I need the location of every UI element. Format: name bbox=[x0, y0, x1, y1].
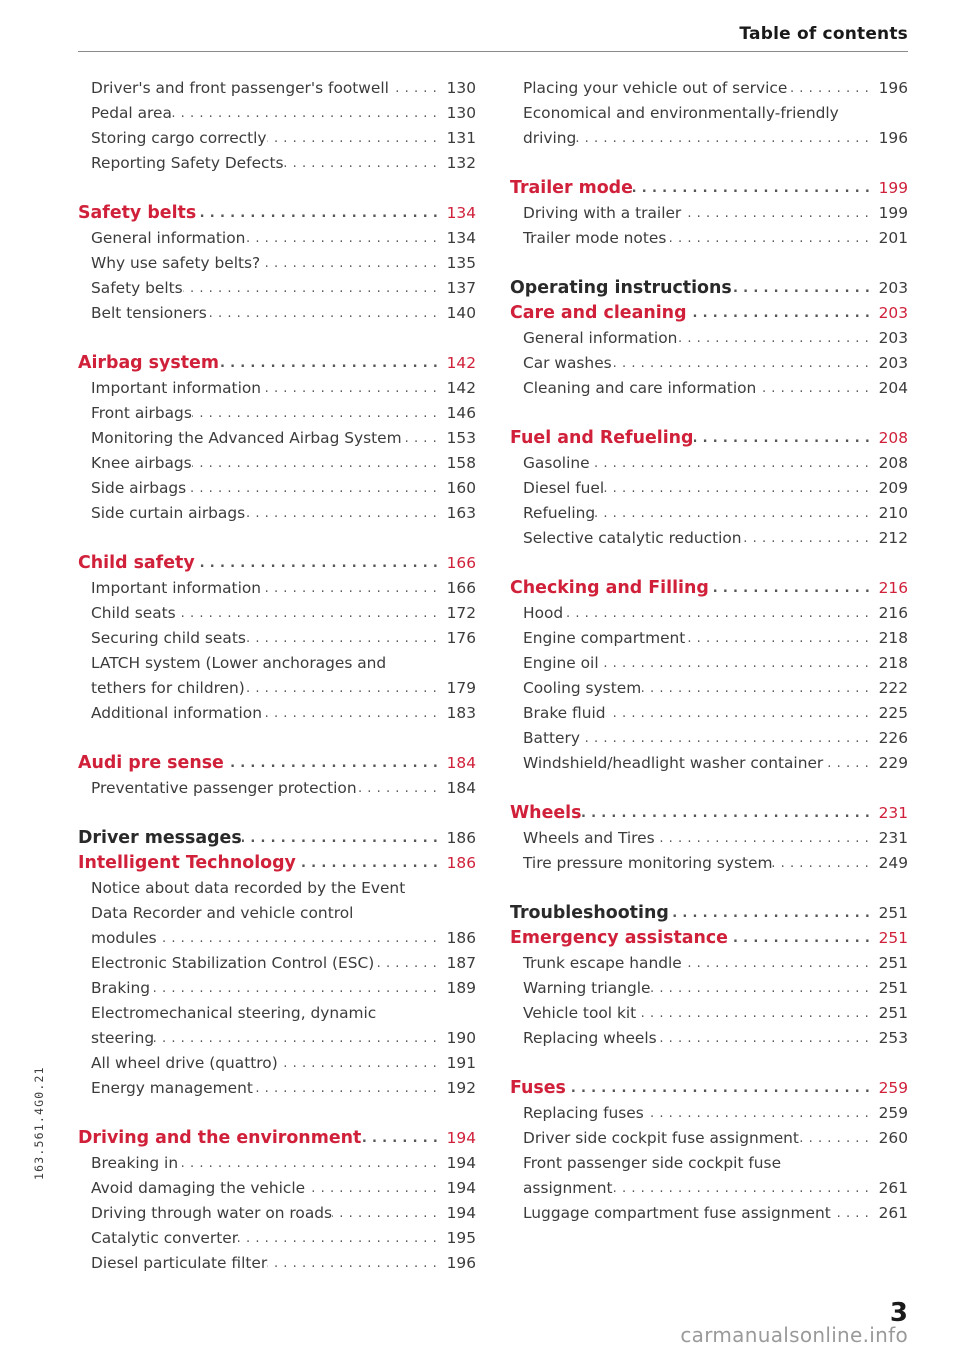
toc-entry[interactable] bbox=[510, 1026, 908, 1051]
toc-section-entry[interactable] bbox=[78, 826, 476, 851]
toc-page-number: 251 bbox=[870, 1001, 908, 1026]
toc-page-number: 195 bbox=[438, 1226, 476, 1251]
toc-entry-label: Tire pressure monitoring system bbox=[510, 851, 772, 876]
toc-page-number: 132 bbox=[438, 151, 476, 176]
header-divider bbox=[78, 51, 908, 52]
toc-section-entry[interactable] bbox=[510, 301, 908, 326]
toc-entry-label: Driver's and front passenger's footwell bbox=[78, 76, 389, 101]
toc-entry[interactable] bbox=[78, 576, 476, 601]
toc-entry-label: Hood bbox=[510, 601, 563, 626]
toc-entry[interactable] bbox=[78, 501, 476, 526]
toc-entry[interactable] bbox=[510, 826, 908, 851]
section-spacer bbox=[78, 326, 476, 351]
section-spacer bbox=[510, 401, 908, 426]
toc-entry[interactable] bbox=[78, 151, 476, 176]
toc-entry-label: Cooling system bbox=[510, 676, 641, 701]
toc-entry-label: Placing your vehicle out of service bbox=[510, 76, 787, 101]
toc-page-number: 199 bbox=[870, 201, 908, 226]
toc-section-entry[interactable] bbox=[510, 426, 908, 451]
toc-page-number: 222 bbox=[870, 676, 908, 701]
toc-page-number: 158 bbox=[438, 451, 476, 476]
toc-entry-label: Safety belts bbox=[78, 201, 196, 226]
toc-entry[interactable] bbox=[78, 126, 476, 151]
toc-page-number: 226 bbox=[870, 726, 908, 751]
toc-page-number: 166 bbox=[438, 551, 476, 576]
toc-entry-label: steering bbox=[78, 1026, 154, 1051]
toc-page-number: 153 bbox=[438, 426, 476, 451]
toc-page-number: 135 bbox=[438, 251, 476, 276]
toc-entry-label: General information bbox=[78, 226, 245, 251]
toc-entry-label: Side airbags bbox=[78, 476, 186, 501]
toc-entry[interactable] bbox=[510, 651, 908, 676]
toc-entry[interactable] bbox=[78, 1151, 476, 1176]
toc-entry[interactable] bbox=[78, 251, 476, 276]
toc-entry[interactable] bbox=[78, 601, 476, 626]
toc-page-number: 203 bbox=[870, 301, 908, 326]
toc-section-entry[interactable] bbox=[510, 276, 908, 301]
toc-left-column bbox=[78, 76, 476, 1276]
toc-entry[interactable] bbox=[510, 1101, 908, 1126]
toc-entry-label: Electromechanical steering, dynamic bbox=[78, 1001, 376, 1026]
toc-right-column bbox=[510, 76, 908, 1226]
toc-section-entry[interactable] bbox=[510, 801, 908, 826]
toc-entry[interactable] bbox=[510, 1126, 908, 1151]
toc-entry-label: Pedal area bbox=[78, 101, 172, 126]
toc-entry[interactable] bbox=[510, 126, 908, 151]
toc-entry-label: Windshield/headlight washer container bbox=[510, 751, 823, 776]
toc-entry-label: Data Recorder and vehicle control bbox=[78, 901, 353, 926]
toc-page-number: 251 bbox=[870, 976, 908, 1001]
toc-page-number: 190 bbox=[438, 1026, 476, 1051]
toc-page-number: 260 bbox=[870, 1126, 908, 1151]
toc-page-number: 194 bbox=[438, 1176, 476, 1201]
toc-entry[interactable] bbox=[78, 451, 476, 476]
toc-entry-label: Front airbags bbox=[78, 401, 192, 426]
toc-entry-text-line bbox=[510, 101, 908, 126]
toc-entry[interactable] bbox=[510, 226, 908, 251]
toc-entry-label: Breaking in bbox=[78, 1151, 178, 1176]
section-spacer bbox=[78, 1101, 476, 1126]
toc-page-number: 203 bbox=[870, 351, 908, 376]
toc-entry-label: Vehicle tool kit bbox=[510, 1001, 636, 1026]
toc-entry-label: Cleaning and care information bbox=[510, 376, 756, 401]
toc-entry-label: Catalytic converter bbox=[78, 1226, 238, 1251]
toc-page-number: 187 bbox=[438, 951, 476, 976]
toc-entry[interactable] bbox=[510, 451, 908, 476]
toc-entry-label: Emergency assistance bbox=[510, 926, 728, 951]
toc-entry[interactable] bbox=[510, 701, 908, 726]
toc-page-number: 212 bbox=[870, 526, 908, 551]
toc-entry-label: Preventative passenger protection bbox=[78, 776, 357, 801]
toc-entry-label: Energy management bbox=[78, 1076, 253, 1101]
toc-page-number: 196 bbox=[870, 76, 908, 101]
toc-page-number: 194 bbox=[438, 1126, 476, 1151]
toc-entry[interactable] bbox=[510, 76, 908, 101]
toc-page-number: 131 bbox=[438, 126, 476, 151]
toc-entry[interactable] bbox=[510, 751, 908, 776]
toc-entry[interactable] bbox=[78, 776, 476, 801]
toc-entry[interactable] bbox=[510, 676, 908, 701]
toc-section-entry[interactable] bbox=[78, 751, 476, 776]
toc-entry-label: Front passenger side cockpit fuse bbox=[510, 1151, 781, 1176]
toc-entry-label: Important information bbox=[78, 576, 261, 601]
toc-entry-label: Airbag system bbox=[78, 351, 219, 376]
toc-page-number: 216 bbox=[870, 601, 908, 626]
toc-entry-label: Electronic Stabilization Control (ESC) bbox=[78, 951, 374, 976]
toc-entry-label: Engine oil bbox=[510, 651, 599, 676]
toc-entry-label: Replacing wheels bbox=[510, 1026, 657, 1051]
toc-entry[interactable] bbox=[78, 676, 476, 701]
toc-page-number: 176 bbox=[438, 626, 476, 651]
toc-page-number: 251 bbox=[870, 926, 908, 951]
watermark: carmanualsonline.info bbox=[680, 1323, 908, 1347]
toc-entry-label: Engine compartment bbox=[510, 626, 685, 651]
toc-page-number: 163 bbox=[438, 501, 476, 526]
toc-page-number: 204 bbox=[870, 376, 908, 401]
toc-entry[interactable] bbox=[510, 726, 908, 751]
toc-entry[interactable] bbox=[78, 1076, 476, 1101]
toc-page-number: 134 bbox=[438, 201, 476, 226]
toc-page-number: 172 bbox=[438, 601, 476, 626]
toc-entry-label: Monitoring the Advanced Airbag System bbox=[78, 426, 402, 451]
toc-entry-text-line bbox=[78, 651, 476, 676]
toc-section-entry[interactable] bbox=[510, 176, 908, 201]
toc-entry[interactable] bbox=[510, 1201, 908, 1226]
toc-page-number: 186 bbox=[438, 826, 476, 851]
toc-entry[interactable] bbox=[78, 376, 476, 401]
toc-entry-text-line bbox=[510, 1151, 908, 1176]
dot-leader bbox=[510, 601, 870, 626]
toc-page-number: 137 bbox=[438, 276, 476, 301]
toc-page-number: 259 bbox=[870, 1076, 908, 1101]
toc-entry[interactable] bbox=[78, 301, 476, 326]
toc-entry-label: Economical and environmentally-friendly bbox=[510, 101, 839, 126]
toc-section-entry[interactable] bbox=[510, 1076, 908, 1101]
toc-entry-label: LATCH system (Lower anchorages and bbox=[78, 651, 386, 676]
toc-entry[interactable] bbox=[510, 201, 908, 226]
toc-page-number: 183 bbox=[438, 701, 476, 726]
toc-entry-label: Reporting Safety Defects bbox=[78, 151, 284, 176]
toc-page-number: 203 bbox=[870, 326, 908, 351]
toc-entry-label: Audi pre sense bbox=[78, 751, 224, 776]
toc-entry[interactable] bbox=[78, 101, 476, 126]
toc-entry[interactable] bbox=[78, 1201, 476, 1226]
toc-page-number: 231 bbox=[870, 801, 908, 826]
toc-page-number: 194 bbox=[438, 1201, 476, 1226]
toc-page-number: 189 bbox=[438, 976, 476, 1001]
toc-page-number: 134 bbox=[438, 226, 476, 251]
toc-page-number: 192 bbox=[438, 1076, 476, 1101]
toc-entry-label: modules bbox=[78, 926, 157, 951]
toc-entry-label: Luggage compartment fuse assignment bbox=[510, 1201, 831, 1226]
section-spacer bbox=[78, 801, 476, 826]
toc-page-number: 166 bbox=[438, 576, 476, 601]
toc-entry[interactable] bbox=[510, 326, 908, 351]
toc-entry-label: Warning triangle bbox=[510, 976, 651, 1001]
toc-page-number: 253 bbox=[870, 1026, 908, 1051]
toc-entry-label: Important information bbox=[78, 376, 261, 401]
toc-entry-label: Operating instructions bbox=[510, 276, 732, 301]
toc-section-entry[interactable] bbox=[510, 926, 908, 951]
toc-entry-label: Refueling bbox=[510, 501, 595, 526]
toc-page-number: 194 bbox=[438, 1151, 476, 1176]
toc-entry[interactable] bbox=[78, 951, 476, 976]
toc-entry-text-line bbox=[78, 876, 476, 901]
toc-entry-label: assignment bbox=[510, 1176, 613, 1201]
toc-entry[interactable] bbox=[510, 1001, 908, 1026]
toc-page-number: 209 bbox=[870, 476, 908, 501]
toc-section-entry[interactable] bbox=[510, 576, 908, 601]
toc-entry-label: General information bbox=[510, 326, 677, 351]
toc-entry[interactable] bbox=[510, 626, 908, 651]
toc-entry[interactable] bbox=[78, 1026, 476, 1051]
toc-entry-label: Driver messages bbox=[78, 826, 242, 851]
toc-entry-label: Car washes bbox=[510, 351, 612, 376]
section-spacer bbox=[78, 526, 476, 551]
toc-entry-label: Fuses bbox=[510, 1076, 566, 1101]
toc-entry-label: Care and cleaning bbox=[510, 301, 687, 326]
toc-section-entry[interactable] bbox=[78, 1126, 476, 1151]
toc-entry-label: Belt tensioners bbox=[78, 301, 207, 326]
toc-entry-label: Troubleshooting bbox=[510, 901, 669, 926]
page-header-title: Table of contents bbox=[739, 24, 908, 44]
toc-page-number: 208 bbox=[870, 451, 908, 476]
toc-page-number: 216 bbox=[870, 576, 908, 601]
toc-page-number: 225 bbox=[870, 701, 908, 726]
toc-entry-text-line bbox=[78, 1001, 476, 1026]
toc-entry[interactable] bbox=[78, 401, 476, 426]
toc-entry-label: Gasoline bbox=[510, 451, 590, 476]
toc-page-number: 140 bbox=[438, 301, 476, 326]
toc-entry[interactable] bbox=[78, 1176, 476, 1201]
toc-page-number: 142 bbox=[438, 376, 476, 401]
toc-page-number: 184 bbox=[438, 751, 476, 776]
toc-entry-label: Avoid damaging the vehicle bbox=[78, 1176, 305, 1201]
toc-entry[interactable] bbox=[78, 701, 476, 726]
toc-entry-label: Diesel particulate filter bbox=[78, 1251, 267, 1276]
toc-page-number: 261 bbox=[870, 1176, 908, 1201]
toc-entry-label: Storing cargo correctly bbox=[78, 126, 267, 151]
toc-page-number: 196 bbox=[870, 126, 908, 151]
page-number: 3 bbox=[889, 1298, 908, 1328]
toc-entry-label: Knee airbags bbox=[78, 451, 192, 476]
toc-entry-label: Driver side cockpit fuse assignment bbox=[510, 1126, 799, 1151]
toc-entry[interactable] bbox=[78, 1051, 476, 1076]
toc-page-number: 210 bbox=[870, 501, 908, 526]
toc-entry-label: Side curtain airbags bbox=[78, 501, 245, 526]
toc-page-number: 199 bbox=[870, 176, 908, 201]
toc-entry-label: Securing child seats bbox=[78, 626, 246, 651]
section-spacer bbox=[78, 176, 476, 201]
toc-entry[interactable] bbox=[78, 1226, 476, 1251]
toc-entry-label: Child safety bbox=[78, 551, 195, 576]
toc-entry-label: Selective catalytic reduction bbox=[510, 526, 742, 551]
toc-page-number: 184 bbox=[438, 776, 476, 801]
toc-entry[interactable] bbox=[510, 1176, 908, 1201]
toc-page-number: 186 bbox=[438, 851, 476, 876]
toc-entry-label: Diesel fuel bbox=[510, 476, 604, 501]
toc-section-entry[interactable] bbox=[78, 851, 476, 876]
section-spacer bbox=[510, 876, 908, 901]
toc-entry[interactable] bbox=[78, 1251, 476, 1276]
toc-entry-label: Child seats bbox=[78, 601, 176, 626]
toc-entry-label: Trailer mode notes bbox=[510, 226, 666, 251]
toc-entry-label: Driving and the environment bbox=[78, 1126, 361, 1151]
toc-entry-label: Intelligent Technology bbox=[78, 851, 296, 876]
section-spacer bbox=[78, 726, 476, 751]
toc-page-number: 251 bbox=[870, 901, 908, 926]
toc-page-number: 251 bbox=[870, 951, 908, 976]
document-code: 163.561.4G0.21 bbox=[32, 1066, 46, 1180]
toc-page-number: 218 bbox=[870, 651, 908, 676]
toc-entry[interactable] bbox=[78, 976, 476, 1001]
section-spacer bbox=[510, 251, 908, 276]
toc-entry-label: Wheels and Tires bbox=[510, 826, 655, 851]
toc-entry[interactable] bbox=[78, 476, 476, 501]
toc-entry[interactable] bbox=[510, 501, 908, 526]
toc-entry-label: Trunk escape handle bbox=[510, 951, 682, 976]
toc-section-entry[interactable] bbox=[78, 551, 476, 576]
toc-page-number: 208 bbox=[870, 426, 908, 451]
toc-entry[interactable] bbox=[510, 601, 908, 626]
toc-entry[interactable] bbox=[510, 851, 908, 876]
toc-entry[interactable] bbox=[510, 376, 908, 401]
toc-entry[interactable] bbox=[78, 276, 476, 301]
toc-entry-label: tethers for children) bbox=[78, 676, 245, 701]
toc-entry-text-line bbox=[78, 901, 476, 926]
toc-page-number: 203 bbox=[870, 276, 908, 301]
toc-page-number: 218 bbox=[870, 626, 908, 651]
toc-page-number: 229 bbox=[870, 751, 908, 776]
toc-entry[interactable] bbox=[510, 351, 908, 376]
toc-page-number: 201 bbox=[870, 226, 908, 251]
toc-entry[interactable] bbox=[510, 476, 908, 501]
toc-page-number: 142 bbox=[438, 351, 476, 376]
toc-entry-label: Trailer mode bbox=[510, 176, 633, 201]
toc-page-number: 146 bbox=[438, 401, 476, 426]
toc-entry-label: Why use safety belts? bbox=[78, 251, 260, 276]
toc-section-entry[interactable] bbox=[78, 201, 476, 226]
toc-page-number: 231 bbox=[870, 826, 908, 851]
section-spacer bbox=[510, 551, 908, 576]
toc-entry[interactable] bbox=[78, 76, 476, 101]
toc-page-number: 191 bbox=[438, 1051, 476, 1076]
toc-section-entry[interactable] bbox=[78, 351, 476, 376]
section-spacer bbox=[510, 151, 908, 176]
toc-entry-label: Fuel and Refueling bbox=[510, 426, 694, 451]
toc-page-number: 160 bbox=[438, 476, 476, 501]
toc-entry-label: Safety belts bbox=[78, 276, 183, 301]
toc-entry-label: Driving with a trailer bbox=[510, 201, 681, 226]
toc-entry[interactable] bbox=[78, 226, 476, 251]
toc-entry-label: All wheel drive (quattro) bbox=[78, 1051, 278, 1076]
toc-entry[interactable] bbox=[78, 426, 476, 451]
toc-page-number: 261 bbox=[870, 1201, 908, 1226]
toc-entry[interactable] bbox=[510, 951, 908, 976]
section-spacer bbox=[510, 776, 908, 801]
toc-entry-label: Brake fluid bbox=[510, 701, 606, 726]
toc-page-number: 249 bbox=[870, 851, 908, 876]
toc-entry[interactable] bbox=[510, 976, 908, 1001]
toc-page-number: 130 bbox=[438, 101, 476, 126]
toc-entry[interactable] bbox=[78, 626, 476, 651]
toc-page-number: 130 bbox=[438, 76, 476, 101]
toc-entry-label: Notice about data recorded by the Event bbox=[78, 876, 405, 901]
section-spacer bbox=[510, 1051, 908, 1076]
toc-section-entry[interactable] bbox=[510, 901, 908, 926]
toc-entry-label: Additional information bbox=[78, 701, 262, 726]
toc-page-number: 179 bbox=[438, 676, 476, 701]
toc-entry-label: Battery bbox=[510, 726, 580, 751]
toc-entry-label: Driving through water on roads bbox=[78, 1201, 332, 1226]
toc-entry-label: Replacing fuses bbox=[510, 1101, 644, 1126]
toc-entry-label: Wheels bbox=[510, 801, 581, 826]
toc-entry-label: driving bbox=[510, 126, 576, 151]
toc-entry-label: Checking and Filling bbox=[510, 576, 709, 601]
toc-entry[interactable] bbox=[510, 526, 908, 551]
toc-page-number: 186 bbox=[438, 926, 476, 951]
toc-entry-label: Braking bbox=[78, 976, 150, 1001]
toc-page-number: 196 bbox=[438, 1251, 476, 1276]
toc-page-number: 259 bbox=[870, 1101, 908, 1126]
toc-entry[interactable] bbox=[78, 926, 476, 951]
